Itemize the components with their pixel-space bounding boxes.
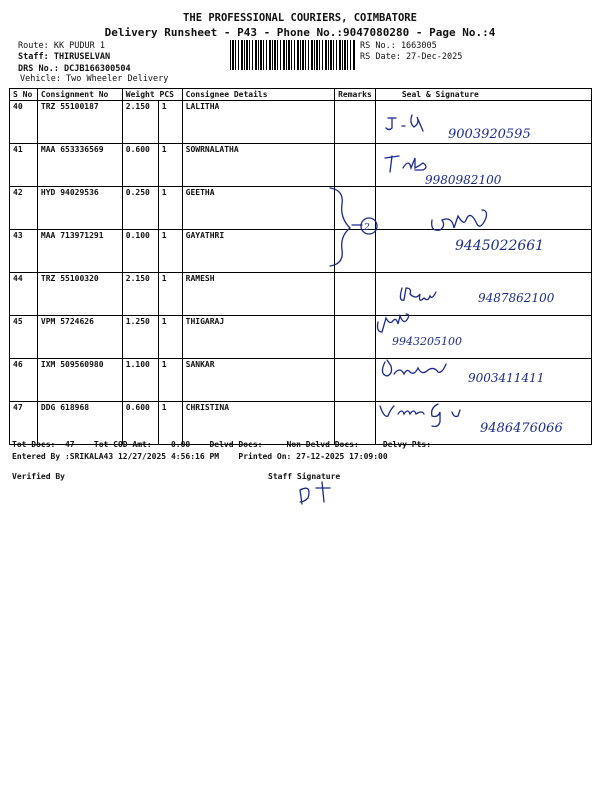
cell-consignee: THIGARAJ [182, 316, 334, 359]
cell-weight: 0.250 [122, 187, 158, 230]
vehicle: Vehicle: Two Wheeler Delivery [20, 74, 169, 84]
signature-row-42-43 [432, 210, 487, 230]
phone-row-47: 9486476066 [480, 421, 563, 436]
cell-consignee: SOWRNALATHA [182, 144, 334, 187]
cell-consignment: TRZ 55100187 [37, 101, 122, 144]
cell-sno: 43 [10, 230, 38, 273]
verified-by: Verified By [12, 472, 65, 481]
cell-pcs: 1 [158, 402, 182, 445]
cell-sno: 41 [10, 144, 38, 187]
col-weight: Weight [125, 90, 155, 99]
cell-pcs: 1 [158, 187, 182, 230]
staff-signature-mark [300, 482, 330, 504]
phone-row-40: 9003920595 [448, 127, 531, 142]
cell-weight: 0.600 [122, 144, 158, 187]
cell-consignment: VPM 5724626 [37, 316, 122, 359]
cell-consignment: HYD 94029536 [37, 187, 122, 230]
cell-pcs: 1 [158, 101, 182, 144]
cell-consignment: MAA 713971291 [37, 230, 122, 273]
col-sno: S No [10, 89, 38, 101]
phone-row-43: 9445022661 [455, 238, 545, 254]
drs-number: DRS No.: DCJB166300504 [18, 64, 131, 74]
bracket-rows-42-43 [330, 188, 362, 266]
phone-row-45: 9943205100 [392, 335, 462, 348]
signature-row-41 [385, 156, 426, 172]
col-pcs: PCS [159, 90, 174, 99]
phone-row-44: 9487862100 [478, 291, 555, 305]
col-seal-signature: Seal & Signature [375, 89, 591, 101]
col-consignee: Consignee Details [182, 89, 334, 101]
signature-row-45 [378, 314, 409, 332]
stamp-number: 2 [364, 223, 370, 233]
cell-sno: 46 [10, 359, 38, 402]
signature-row-40 [386, 115, 423, 131]
staff: Staff: THIRUSELVAN [18, 52, 111, 62]
rs-number: RS No.: 1663005 [360, 41, 437, 51]
runsheet-subtitle: Delivery Runsheet - P43 - Phone No.:9047080280 - Page No.:4 [104, 26, 496, 39]
company-title: THE PROFESSIONAL COURIERS, COIMBATORE [183, 12, 417, 24]
entered-by-line: Entered By :SRIKALA43 12/27/2025 4:56:16 PM Printed On: 27-12-2025 17:09:00 [12, 452, 388, 461]
cell-weight: 2.150 [122, 273, 158, 316]
cell-consignment: DDG 618968 [37, 402, 122, 445]
cell-sno: 44 [10, 273, 38, 316]
cell-consignee: CHRISTINA [182, 402, 334, 445]
cell-consignee: LALITHA [182, 101, 334, 144]
rs-date: RS Date: 27-Dec-2025 [360, 52, 463, 62]
cell-consignment: MAA 653336569 [37, 144, 122, 187]
cell-weight: 2.150 [122, 101, 158, 144]
cell-sno: 47 [10, 402, 38, 445]
cell-consignee: GEETHA [182, 187, 334, 230]
cell-weight: 1.100 [122, 359, 158, 402]
staff-signature-label: Staff Signature [268, 472, 341, 481]
cell-pcs: 1 [158, 144, 182, 187]
signature-row-44 [400, 288, 436, 300]
cell-sno: 40 [10, 101, 38, 144]
cell-consignee: SANKAR [182, 359, 334, 402]
route: Route: KK PUDUR 1 [18, 41, 105, 51]
cell-consignee: GAYATHRI [182, 230, 334, 273]
cell-sno: 45 [10, 316, 38, 359]
cell-pcs: 1 [158, 230, 182, 273]
cell-sno: 42 [10, 187, 38, 230]
cell-pcs: 1 [158, 359, 182, 402]
signature-row-46 [382, 360, 446, 376]
cell-consignee: RAMESH [182, 273, 334, 316]
cell-pcs: 1 [158, 273, 182, 316]
totals-line: Tot Docs: 47 Tot COD Amt: 0.00 Delvd Docs: Non Delvd Docs: Delvy Pts: [12, 440, 432, 449]
cell-weight: 0.600 [122, 402, 158, 445]
cell-weight: 0.100 [122, 230, 158, 273]
cell-pcs: 1 [158, 316, 182, 359]
phone-row-41: 9980982100 [425, 173, 502, 187]
phone-row-46: 9003411411 [468, 371, 545, 385]
col-consignment: Consignment No [37, 89, 122, 101]
signature-row-47 [380, 404, 460, 427]
cell-weight: 1.250 [122, 316, 158, 359]
cell-consignment: IXM 509560980 [37, 359, 122, 402]
cell-consignment: TRZ 55100320 [37, 273, 122, 316]
col-remarks: Remarks [335, 89, 376, 101]
